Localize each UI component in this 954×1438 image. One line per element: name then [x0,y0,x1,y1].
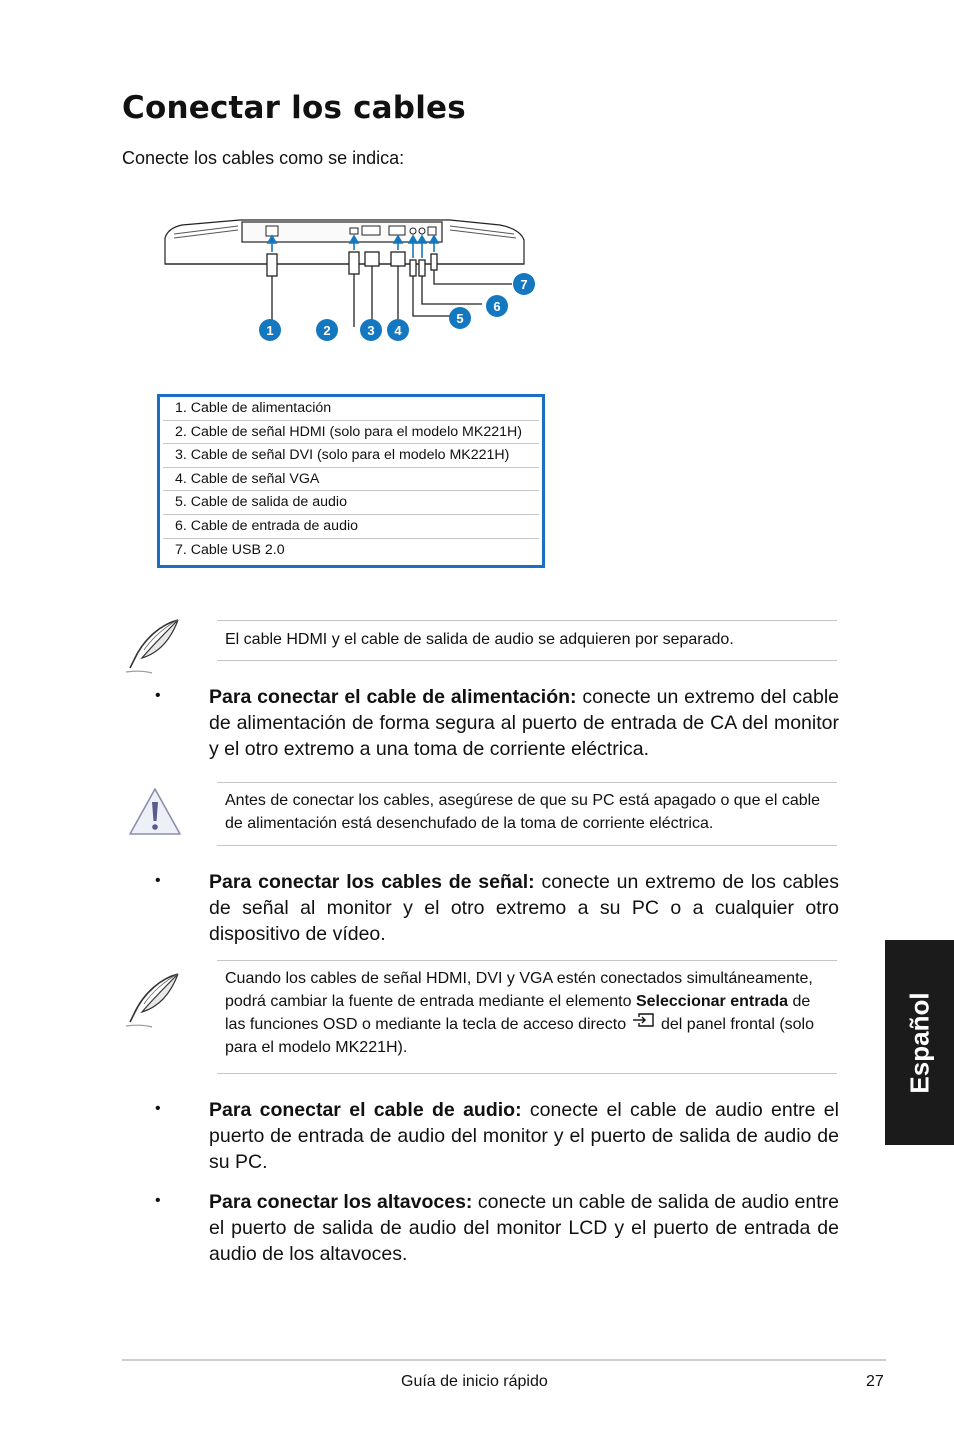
legend-item: 1. Cable de alimentación [163,397,539,421]
note-input-select-text-1: Cuando los cables de señal HDMI, DVI y VGA estén conectados simultáneamente, podrá cambiar la fuente de entrada mediante el elemento [225,970,813,1010]
note-input-select [217,960,837,1074]
feather-note-icon [122,618,182,676]
audio-out-port [410,228,416,234]
bullet-marker: • [155,1100,161,1117]
legend-item: 3. Cable de señal DVI (solo para el modelo MK221H) [163,444,539,468]
marker-4-label: 4 [394,323,402,338]
input-select-key-icon [631,1013,657,1031]
audio-cable-heading: Para conectar el cable de audio: [209,1099,522,1121]
note-hdmi-audio: El cable HDMI y el cable de salida de audio se adquieren por separado. [217,620,837,661]
hdmi-port [350,228,358,234]
audio-in-port [419,228,425,234]
legend-item: 2. Cable de señal HDMI (solo para el modelo MK221H) [163,421,539,445]
power-cable-text: conecte un extremo del cable de alimentación de forma segura al puerto de entrada de CA del monitor y el otro extremo a una toma de corriente eléctrica. [209,686,839,760]
footer-divider [122,1359,886,1361]
dvi-port [362,226,380,235]
marker-7-label: 7 [520,277,528,292]
note-input-select-bold: Seleccionar entrada [635,993,789,1010]
marker-6-label: 6 [493,299,501,314]
connector-diagram [160,212,540,352]
power-cable-instruction [209,684,839,762]
language-label: Español [904,991,934,1094]
legend-item: 6. Cable de entrada de audio [163,515,539,539]
feather-note-icon [122,972,182,1030]
marker-5-label: 5 [456,311,464,326]
warning-note: Antes de conectar los cables, asegúrese de que su PC está apagado o que el cable de alimentación está desenchufado de la toma de corriente eléctrica. [217,782,837,846]
marker-1-label: 1 [266,323,274,338]
audio-cable-text: conecte el cable de audio entre el puerto de entrada de audio del monitor y el puerto de salida de audio de su PC. [209,1099,839,1173]
bullet-marker: • [155,1192,161,1209]
note-input-select-text-2: de las funciones OSD o mediante la tecla de acceso directo [225,993,811,1033]
page-number: 27 [866,1373,884,1390]
speakers-instruction [209,1189,839,1267]
legend-item: 7. Cable USB 2.0 [175,541,285,558]
note-input-select-text-3: del panel frontal (solo para el modelo MK221H). [225,1016,814,1056]
legend-item: 4. Cable de señal VGA [163,468,539,492]
legend-item: 5. Cable de salida de audio [163,491,539,515]
footer-guide-title: Guía de inicio rápido [401,1373,548,1390]
speakers-text: conecte un cable de salida de audio entre el puerto de salida de audio del monitor LCD y el puerto de entrada de audio de los altavoces. [209,1191,839,1265]
page-title: Conectar los cables [122,90,466,126]
cable-legend [157,394,545,568]
audio-cable-instruction [209,1097,839,1175]
language-side-tab [885,940,954,1145]
warning-icon [127,786,183,838]
marker-3-label: 3 [367,323,375,338]
signal-cable-heading: Para conectar los cables de señal: [209,871,535,893]
signal-cable-instruction [209,869,839,947]
speakers-heading: Para conectar los altavoces: [209,1191,473,1213]
vga-port [389,226,405,235]
bullet-marker: • [155,872,161,889]
intro-text: Conecte los cables como se indica: [122,148,405,168]
usb-port [428,227,436,235]
bullet-marker: • [155,687,161,704]
signal-cable-text: conecte un extremo de los cables de señal al monitor y el otro extremo a su PC o a cualquier otro dispositivo de vídeo. [209,871,840,945]
power-cable-heading: Para conectar el cable de alimentación: [209,686,577,708]
marker-2-label: 2 [323,323,331,338]
